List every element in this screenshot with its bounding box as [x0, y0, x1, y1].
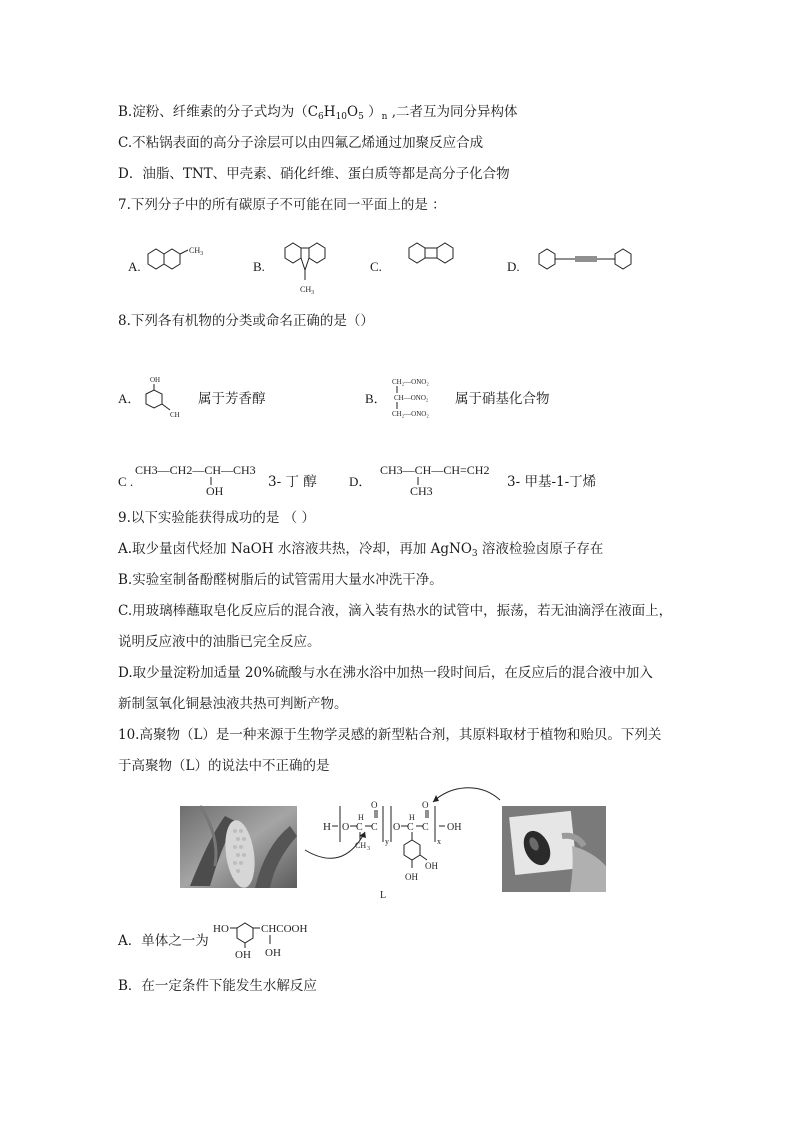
svg-text:x: x — [437, 837, 441, 846]
q8-option-c-name: 3- 丁 醇 — [268, 474, 317, 490]
q6-option-c: C.不粘锅表面的高分子涂层可以由四氟乙烯通过加聚反应合成 — [118, 135, 484, 151]
svg-text:H: H — [323, 821, 331, 833]
q9-option-d-line1: D.取少量淀粉加适量 20%硫酸与水在沸水浴中加热一段时间后，在反应后的混合液中加入 — [118, 665, 653, 681]
q10-stem-line2: 于高聚物（L）的说法中不正确的是 — [118, 758, 330, 774]
q9-option-c-line1: C.用玻璃棒蘸取皂化反应后的混合液，滴入装有热水的试管中，振荡，若无油滴浮在液面上， — [118, 603, 673, 619]
q6-option-b: B.淀粉、纤维素的分子式均为（$C_6H_{10}O_5$ ）$_n$ ,二者互为同分异构体 — [118, 104, 518, 122]
svg-text:3: 3 — [367, 846, 370, 852]
q10-option-a-text: A．单体之一为 — [118, 933, 209, 949]
q7-label-a: A. — [128, 259, 141, 274]
svg-text:CH: CH — [355, 841, 367, 850]
svg-text:C: C — [422, 822, 429, 833]
svg-text:OH: OH — [150, 376, 161, 384]
q7-structure-b — [275, 236, 345, 296]
svg-text:CH₂—ONO₂: CH₂—ONO₂ — [392, 378, 429, 386]
q9-option-b: B.实验室制备酚醛树脂后的试管需用大量水冲洗干净。 — [118, 572, 443, 588]
corn-photo — [180, 806, 297, 888]
q7-label-d: D. — [507, 259, 520, 274]
svg-text:CH3—CH—CH=CH2: CH3—CH—CH=CH2 — [380, 463, 490, 477]
q10-stem-line1: 10.高聚物（L）是一种来源于生物学灵感的新型粘合剂，其原料取材于植物和贻贝。下列关 — [118, 727, 662, 743]
svg-text:OH: OH — [425, 861, 438, 871]
svg-text:CH—ONO₂: CH—ONO₂ — [394, 394, 429, 402]
q9-option-a: A.取少量卤代烃加 NaOH 水溶液共热，冷却，再加 AgNO$_3$ 溶液检验卤原子存在 — [118, 541, 604, 559]
polymer-label: L — [380, 890, 387, 901]
q7-label-c: C. — [370, 259, 382, 274]
q7-label-b: B. — [253, 259, 265, 274]
svg-text:OH: OH — [235, 949, 251, 961]
q7-stem: 7.下列分子中的所有碳原子不可能在同一平面上的是 ： — [118, 197, 446, 213]
svg-text:C: C — [371, 822, 378, 833]
q7-b-ch3: $CH_3$ — [300, 285, 315, 296]
svg-text:OH: OH — [405, 872, 418, 882]
svg-text:O: O — [342, 822, 350, 833]
svg-text:OH: OH — [206, 484, 224, 498]
svg-text:H: H — [409, 813, 415, 822]
svg-text:HO: HO — [213, 923, 229, 935]
svg-text:CH: CH — [170, 411, 180, 419]
q8-label-d: D． — [349, 474, 372, 489]
q8-structure-b — [392, 374, 452, 422]
q8-label-a: A． — [118, 391, 141, 406]
svg-text:CH3—CH2—CH—CH3: CH3—CH2—CH—CH3 — [135, 463, 256, 477]
q9-option-d-line2: 新制氢氧化铜悬浊液共热可判断产物。 — [118, 696, 348, 712]
q7-a-ch3: $CH_3$ — [189, 246, 204, 257]
q8-option-b-text: 属于硝基化合物 — [455, 391, 550, 407]
q8-structure-a — [140, 372, 200, 424]
q8-option-d-name: 3- 甲基-1-丁烯 — [507, 474, 597, 490]
svg-text:OH: OH — [265, 947, 281, 959]
q8-structure-d — [380, 460, 500, 500]
q8-structure-c — [135, 460, 270, 500]
svg-text:CH3: CH3 — [410, 484, 433, 498]
svg-text:CHCOOH: CHCOOH — [261, 923, 308, 935]
svg-text:O: O — [371, 800, 378, 810]
svg-text:O: O — [422, 800, 429, 810]
svg-text:H: H — [358, 813, 364, 822]
q9-stem: 9.以下实验能获得成功的是 （ ） — [118, 510, 315, 526]
q7-structure-c — [405, 238, 475, 274]
svg-text:O: O — [393, 822, 401, 833]
q9-option-c-line2: 说明反应液中的油脂已完全反应。 — [118, 634, 321, 650]
q10-option-b: B．在一定条件下能发生水解反应 — [118, 978, 317, 994]
q6-option-d: D．油脂、TNT、甲壳素、硝化纤维、蛋白质等都是高分子化合物 — [118, 166, 510, 182]
svg-text:CH₂—ONO₂: CH₂—ONO₂ — [392, 410, 429, 418]
polymer-structure — [305, 790, 505, 905]
svg-text:C: C — [407, 822, 414, 833]
q7-structure-a — [140, 240, 220, 280]
q8-label-b: B． — [365, 391, 387, 406]
svg-text:OH: OH — [447, 822, 462, 833]
q8-stem: 8.下列各有机物的分类或命名正确的是（） — [118, 313, 374, 329]
q10-monomer-structure — [213, 912, 343, 962]
q7-structure-d — [535, 246, 645, 274]
svg-text:y: y — [385, 837, 389, 846]
mussel-photo — [502, 806, 606, 892]
q8-label-c: C . — [118, 474, 134, 489]
q8-option-a-text: 属于芳香醇 — [198, 391, 266, 407]
svg-text:C: C — [356, 822, 363, 833]
